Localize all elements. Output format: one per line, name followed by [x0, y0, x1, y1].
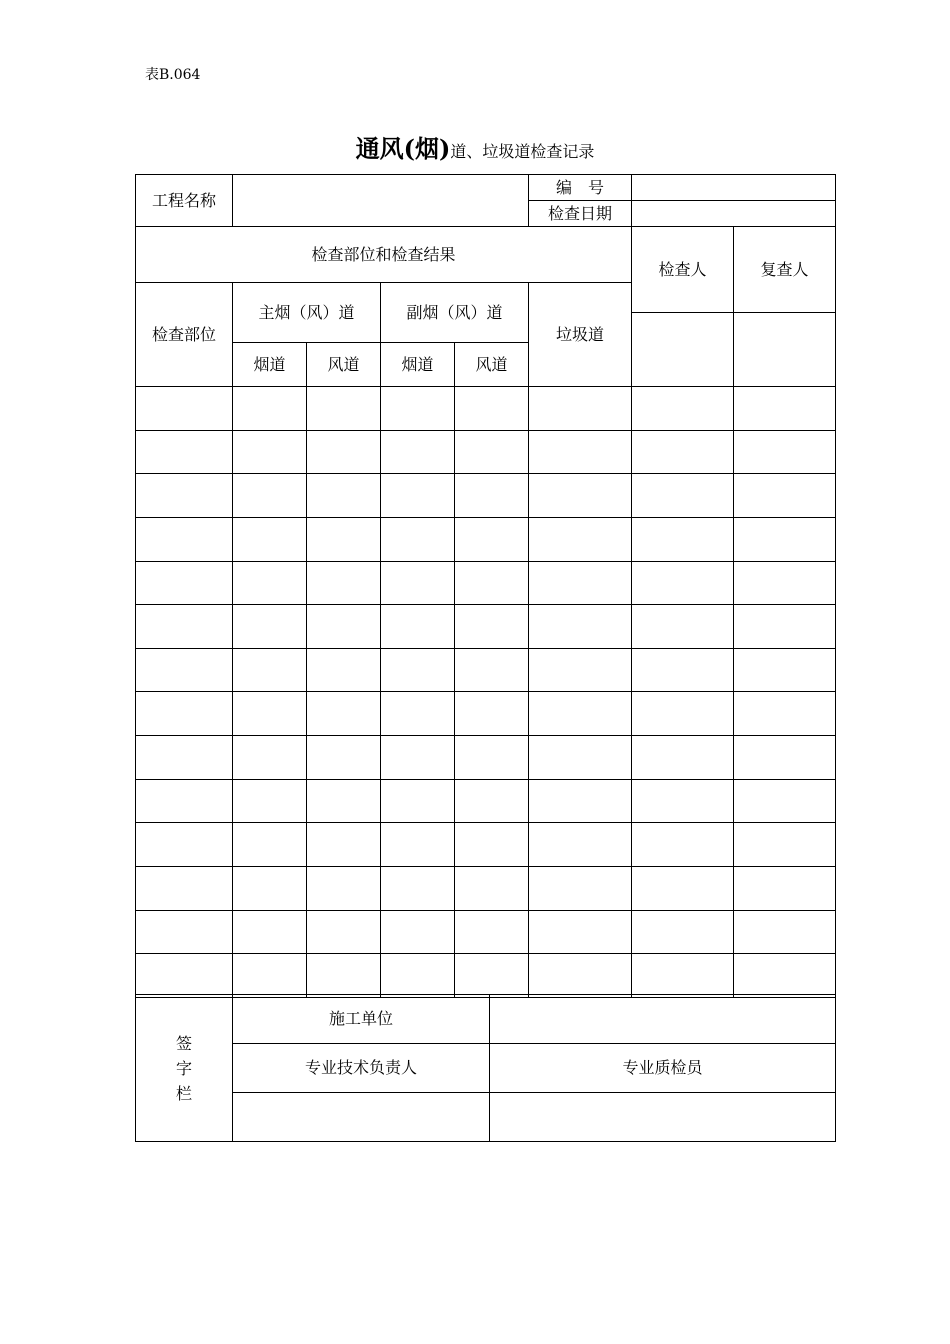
cell-sub-air-duct[interactable] — [455, 954, 529, 998]
main-air-duct-label: 风道 — [307, 343, 381, 387]
cell-main-flue[interactable] — [233, 736, 307, 780]
cell-main-flue[interactable] — [233, 823, 307, 867]
cell-sub-air-duct[interactable] — [455, 562, 529, 605]
cell-garbage-chute[interactable] — [529, 867, 632, 911]
cell-garbage-chute[interactable] — [529, 431, 632, 474]
cell-main-flue[interactable] — [233, 867, 307, 911]
rechecker-label: 复查人 — [734, 227, 836, 313]
cell-sub-flue[interactable] — [381, 562, 455, 605]
cell-sub-air-duct[interactable] — [455, 518, 529, 562]
construction-unit-label: 施工单位 — [233, 995, 490, 1044]
cell-sub-air-duct[interactable] — [455, 474, 529, 518]
signature-char: 栏 — [175, 1083, 192, 1103]
table-row — [136, 649, 836, 692]
cell-rechecker[interactable] — [734, 911, 836, 954]
cell-sub-flue[interactable] — [381, 780, 455, 823]
signature-char: 字 — [175, 1058, 192, 1078]
table-row — [136, 518, 836, 562]
cell-inspector[interactable] — [632, 518, 734, 562]
cell-rechecker[interactable] — [734, 387, 836, 431]
cell-location[interactable] — [136, 780, 233, 823]
cell-garbage-chute[interactable] — [529, 954, 632, 998]
cell-sub-air-duct[interactable] — [455, 387, 529, 431]
inspector-label: 检查人 — [632, 227, 734, 313]
cell-inspector[interactable] — [632, 823, 734, 867]
cell-sub-flue[interactable] — [381, 736, 455, 780]
table-row — [136, 605, 836, 649]
table-row — [136, 474, 836, 518]
cell-location[interactable] — [136, 562, 233, 605]
cell-sub-flue[interactable] — [381, 867, 455, 911]
table-row — [136, 823, 836, 867]
cell-sub-flue[interactable] — [381, 387, 455, 431]
sub-duct-label: 副烟（风）道 — [381, 283, 529, 343]
cell-rechecker[interactable] — [734, 431, 836, 474]
cell-main-air-duct[interactable] — [307, 780, 381, 823]
cell-main-flue[interactable] — [233, 954, 307, 998]
cell-sub-flue[interactable] — [381, 605, 455, 649]
cell-garbage-chute[interactable] — [529, 911, 632, 954]
cell-inspector[interactable] — [632, 649, 734, 692]
cell-inspector[interactable] — [632, 780, 734, 823]
cell-main-air-duct[interactable] — [307, 605, 381, 649]
table-row — [136, 387, 836, 431]
date-label: 检查日期 — [529, 201, 632, 227]
tech-lead-label: 专业技术负责人 — [233, 1044, 490, 1093]
table-row — [136, 562, 836, 605]
table-row — [136, 780, 836, 823]
cell-main-air-duct[interactable] — [307, 431, 381, 474]
cell-rechecker[interactable] — [734, 736, 836, 780]
cell-main-air-duct[interactable] — [307, 692, 381, 736]
cell-rechecker[interactable] — [734, 823, 836, 867]
cell-inspector[interactable] — [632, 387, 734, 431]
cell-garbage-chute[interactable] — [529, 780, 632, 823]
cell-location[interactable] — [136, 911, 233, 954]
location-label: 检查部位 — [136, 283, 233, 387]
cell-inspector[interactable] — [632, 867, 734, 911]
cell-sub-flue[interactable] — [381, 518, 455, 562]
signature-table — [135, 994, 836, 1142]
cell-sub-air-duct[interactable] — [455, 649, 529, 692]
table-row — [136, 736, 836, 780]
cell-inspector[interactable] — [632, 736, 734, 780]
cell-sub-air-duct[interactable] — [455, 911, 529, 954]
cell-main-air-duct[interactable] — [307, 911, 381, 954]
cell-garbage-chute[interactable] — [529, 474, 632, 518]
rechecker-value[interactable] — [734, 313, 836, 387]
cell-location[interactable] — [136, 387, 233, 431]
cell-main-air-duct[interactable] — [307, 387, 381, 431]
sub-air-duct-label: 风道 — [455, 343, 529, 387]
cell-location[interactable] — [136, 736, 233, 780]
table-row — [136, 431, 836, 474]
project-name-value[interactable] — [233, 175, 529, 227]
cell-main-flue[interactable] — [233, 518, 307, 562]
cell-rechecker[interactable] — [734, 562, 836, 605]
signature-section-label — [136, 995, 233, 1142]
cell-rechecker[interactable] — [734, 954, 836, 998]
cell-garbage-chute[interactable] — [529, 649, 632, 692]
cell-garbage-chute[interactable] — [529, 823, 632, 867]
cell-sub-air-duct[interactable] — [455, 823, 529, 867]
signature-char: 签 — [175, 1033, 192, 1053]
inspector-value[interactable] — [632, 313, 734, 387]
cell-main-air-duct[interactable] — [307, 562, 381, 605]
cell-location[interactable] — [136, 474, 233, 518]
cell-location[interactable] — [136, 649, 233, 692]
cell-sub-flue[interactable] — [381, 431, 455, 474]
form-code: 表B.064 — [145, 67, 201, 83]
cell-rechecker[interactable] — [734, 867, 836, 911]
inspection-section-label: 检查部位和检查结果 — [136, 227, 632, 283]
cell-garbage-chute[interactable] — [529, 736, 632, 780]
cell-main-flue[interactable] — [233, 911, 307, 954]
cell-inspector[interactable] — [632, 562, 734, 605]
cell-garbage-chute[interactable] — [529, 692, 632, 736]
table-row — [136, 692, 836, 736]
cell-rechecker[interactable] — [734, 649, 836, 692]
cell-inspector[interactable] — [632, 474, 734, 518]
cell-rechecker[interactable] — [734, 780, 836, 823]
cell-main-flue[interactable] — [233, 780, 307, 823]
inspection-record-table — [135, 174, 836, 998]
cell-main-air-duct[interactable] — [307, 867, 381, 911]
cell-main-air-duct[interactable] — [307, 736, 381, 780]
cell-inspector[interactable] — [632, 954, 734, 998]
cell-sub-air-duct[interactable] — [455, 780, 529, 823]
cell-main-flue[interactable] — [233, 649, 307, 692]
cell-sub-air-duct[interactable] — [455, 867, 529, 911]
cell-sub-flue[interactable] — [381, 911, 455, 954]
number-label: 编 号 — [529, 175, 632, 201]
cell-location[interactable] — [136, 823, 233, 867]
quality-inspector-label: 专业质检员 — [490, 1044, 836, 1093]
cell-garbage-chute[interactable] — [529, 387, 632, 431]
date-value[interactable] — [632, 201, 836, 227]
cell-inspector[interactable] — [632, 911, 734, 954]
cell-sub-air-duct[interactable] — [455, 605, 529, 649]
table-row — [136, 867, 836, 911]
document-title-rest: 道、垃圾道检查记录 — [450, 142, 595, 161]
cell-rechecker[interactable] — [734, 605, 836, 649]
cell-sub-flue[interactable] — [381, 474, 455, 518]
cell-main-air-duct[interactable] — [307, 649, 381, 692]
cell-main-flue[interactable] — [233, 605, 307, 649]
cell-main-air-duct[interactable] — [307, 823, 381, 867]
cell-sub-air-duct[interactable] — [455, 736, 529, 780]
cell-main-flue[interactable] — [233, 562, 307, 605]
document-title-main: 通风(烟) — [355, 134, 451, 163]
table-row — [136, 954, 836, 998]
cell-sub-air-duct[interactable] — [455, 431, 529, 474]
sub-flue-label: 烟道 — [381, 343, 455, 387]
cell-main-air-duct[interactable] — [307, 518, 381, 562]
garbage-chute-label: 垃圾道 — [529, 283, 632, 387]
project-name-label: 工程名称 — [136, 175, 233, 227]
cell-main-flue[interactable] — [233, 387, 307, 431]
cell-location[interactable] — [136, 867, 233, 911]
cell-sub-flue[interactable] — [381, 823, 455, 867]
cell-inspector[interactable] — [632, 431, 734, 474]
cell-location[interactable] — [136, 692, 233, 736]
cell-rechecker[interactable] — [734, 474, 836, 518]
main-duct-label: 主烟（风）道 — [233, 283, 381, 343]
cell-location[interactable] — [136, 954, 233, 998]
cell-main-air-duct[interactable] — [307, 954, 381, 998]
cell-rechecker[interactable] — [734, 518, 836, 562]
main-flue-label: 烟道 — [233, 343, 307, 387]
quality-inspector-signature[interactable] — [490, 1093, 836, 1142]
cell-main-flue[interactable] — [233, 474, 307, 518]
cell-inspector[interactable] — [632, 692, 734, 736]
cell-garbage-chute[interactable] — [529, 562, 632, 605]
cell-main-flue[interactable] — [233, 692, 307, 736]
document-title — [0, 132, 950, 169]
cell-garbage-chute[interactable] — [529, 518, 632, 562]
tech-lead-signature[interactable] — [233, 1093, 490, 1142]
number-value[interactable] — [632, 175, 836, 201]
cell-garbage-chute[interactable] — [529, 605, 632, 649]
cell-rechecker[interactable] — [734, 692, 836, 736]
cell-location[interactable] — [136, 431, 233, 474]
cell-sub-flue[interactable] — [381, 692, 455, 736]
cell-sub-flue[interactable] — [381, 954, 455, 998]
cell-main-flue[interactable] — [233, 431, 307, 474]
table-row — [136, 911, 836, 954]
cell-sub-flue[interactable] — [381, 649, 455, 692]
construction-unit-value[interactable] — [490, 995, 836, 1044]
cell-sub-air-duct[interactable] — [455, 692, 529, 736]
cell-main-air-duct[interactable] — [307, 474, 381, 518]
cell-inspector[interactable] — [632, 605, 734, 649]
cell-location[interactable] — [136, 518, 233, 562]
cell-location[interactable] — [136, 605, 233, 649]
